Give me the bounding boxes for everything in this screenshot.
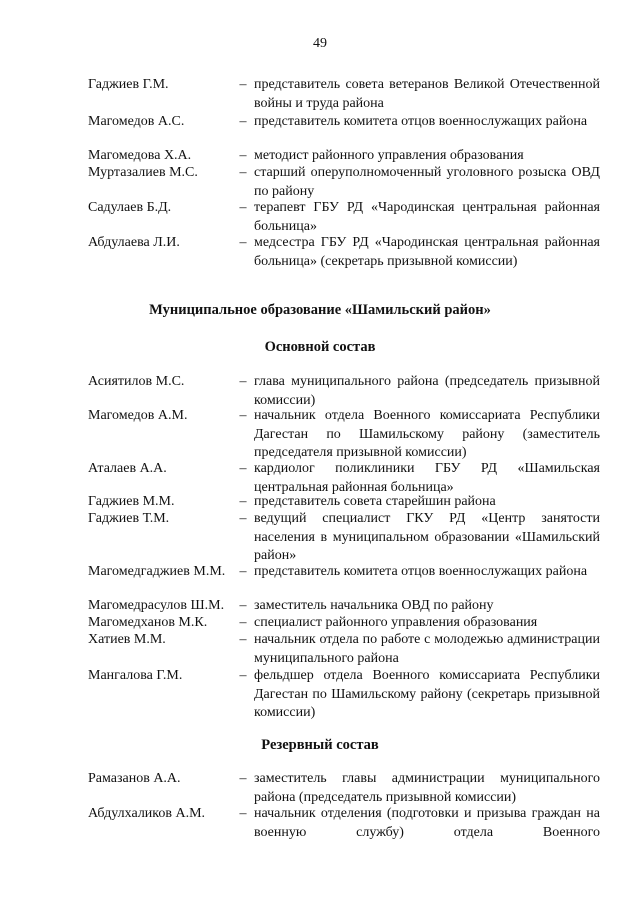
main-composition-title: Основной состав [264, 339, 376, 355]
member-role: ведущий специалист ГКУ РД «Центр занятости населения в муниципальном образовании «Шамильский район» [254, 511, 600, 563]
member-entry [88, 597, 600, 616]
member-role: начальник отдела по работе с молодежью администрации муниципального района [254, 632, 600, 666]
member-name: Магомедов А.С. [88, 114, 185, 129]
member-role: кардиолог поликлиники ГБУ РД «Шамильская центральная районная больница» [254, 461, 600, 495]
member-name: Магомедханов М.К. [88, 615, 208, 630]
dash: – [239, 615, 247, 630]
member-name: Хатиев М.М. [88, 632, 166, 647]
member-name: Абдулхаликов А.М. [88, 806, 206, 821]
member-name: Магомедгаджиев М.М. [88, 564, 226, 579]
member-role: представитель совета старейшин района [254, 494, 496, 509]
member-entry [88, 199, 600, 236]
member-name: Гаджиев М.М. [88, 494, 175, 509]
dash: – [239, 148, 247, 163]
member-role: представитель комитета отцов военнослужащих района [254, 114, 588, 129]
member-entry [88, 234, 600, 271]
dash: – [239, 771, 247, 786]
member-entry [88, 493, 600, 512]
dash: – [239, 494, 247, 509]
dash: – [239, 632, 247, 647]
section-title: Муниципальное образование «Шамильский район» [149, 302, 491, 318]
member-role: специалист районного управления образования [254, 615, 538, 630]
member-role: медсестра ГБУ РД «Чародинская центральная районная больница» (секретарь призывной комиссии) [254, 235, 600, 269]
member-role: представитель комитета отцов военнослужащих района [254, 564, 588, 579]
member-entry [88, 805, 600, 842]
member-name: Садулаев Б.Д. [88, 200, 172, 215]
member-entry [88, 631, 600, 668]
member-role: методист районного управления образования [254, 148, 524, 163]
member-role: фельдшер отдела Военного комиссариата Республики Дагестан по Шамильскому району (секретарь призывной комиссии) [254, 668, 600, 720]
member-entry [88, 510, 600, 566]
dash: – [239, 461, 247, 476]
member-entry [88, 76, 600, 113]
member-name: Мангалова Г.М. [88, 668, 183, 683]
member-role: старший оперуполномоченный уголовного розыска ОВД по району [254, 165, 600, 199]
member-role: заместитель начальника ОВД по району [254, 598, 494, 613]
member-role: представитель совета ветеранов Великой Отечественной войны и труда района [254, 77, 600, 111]
member-entry [88, 373, 600, 410]
dash: – [239, 200, 247, 215]
member-name: Магомедрасулов Ш.М. [88, 598, 225, 613]
dash: – [239, 374, 247, 389]
dash: – [239, 598, 247, 613]
member-role: глава муниципального района (председатель призывной комиссии) [254, 374, 600, 408]
dash: – [239, 77, 247, 92]
member-entry [88, 147, 600, 166]
member-entry [88, 407, 600, 463]
dash: – [239, 564, 247, 579]
dash: – [239, 408, 247, 423]
member-entry [88, 563, 600, 582]
member-name: Муртазалиев М.С. [88, 165, 198, 180]
member-entry [88, 614, 600, 633]
member-name: Асиятилов М.С. [88, 374, 185, 389]
member-name: Магомедов А.М. [88, 408, 188, 423]
dash: – [239, 114, 247, 129]
member-role: терапевт ГБУ РД «Чародинская центральная районная больница» [254, 200, 600, 234]
member-entry [88, 113, 600, 132]
reserve-composition-title: Резервный состав [261, 737, 379, 753]
member-name: Аталаев А.А. [88, 461, 167, 476]
member-entry [88, 667, 600, 723]
dash: – [239, 165, 247, 180]
member-name: Магомедова Х.А. [88, 148, 192, 163]
dash: – [239, 511, 247, 526]
member-role: начальник отделения (подготовки и призыва граждан на военную службу) отдела Военного [254, 806, 600, 840]
dash: – [239, 235, 247, 250]
member-name: Гаджиев Г.М. [88, 77, 169, 92]
member-name: Рамазанов А.А. [88, 771, 181, 786]
member-role: заместитель главы администрации муниципального района (председатель призывной комиссии) [254, 771, 600, 805]
member-name: Гаджиев Т.М. [88, 511, 170, 526]
member-entry [88, 770, 600, 807]
page-number: 49 [313, 36, 327, 51]
member-entry [88, 164, 600, 201]
member-name: Абдулаева Л.И. [88, 235, 180, 250]
member-entry [88, 460, 600, 497]
dash: – [239, 668, 247, 683]
member-role: начальник отдела Военного комиссариата Республики Дагестан по Шамильскому району (заместитель председателя призывной комиссии) [254, 408, 600, 460]
dash: – [239, 806, 247, 821]
